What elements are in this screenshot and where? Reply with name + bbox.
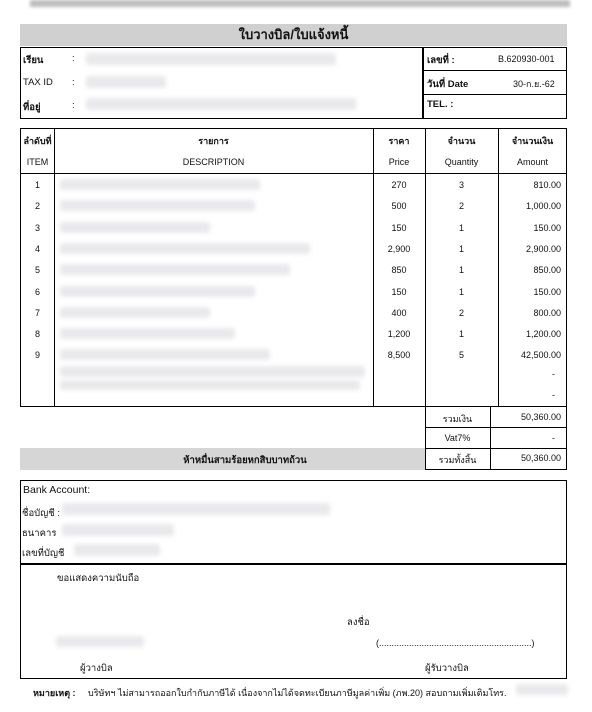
row-price: 270	[391, 180, 407, 190]
row-description-redacted	[60, 222, 210, 233]
customer-address-label: ที่อยู่	[23, 102, 41, 113]
row-description-redacted	[60, 179, 260, 190]
vat-label: Vat7%	[444, 433, 471, 443]
header-qty-en: Quantity	[444, 157, 479, 167]
row-item: 1	[34, 180, 40, 190]
subtotal-value: 50,360.00	[520, 412, 561, 422]
row-description-redacted	[60, 243, 310, 254]
row-amount: 2,900.00	[525, 244, 561, 254]
row-price: 400	[391, 308, 407, 318]
biller-name-redacted	[56, 636, 144, 647]
row-item: 8	[34, 329, 40, 339]
account-number-label: เลขที่บัญชี	[22, 548, 65, 559]
bank-account-heading: Bank Account:	[23, 484, 91, 496]
customer-taxid-label: TAX ID	[23, 77, 53, 88]
customer-name-redacted	[86, 53, 336, 65]
bank-name-redacted	[62, 524, 174, 536]
customer-name-label: เรียน	[23, 55, 44, 66]
doc-date-value: 30-ก.ย.-62	[513, 79, 555, 89]
row-note-redacted	[60, 366, 365, 377]
header-qty-th: จำนวน	[447, 136, 476, 146]
row-qty: 2	[458, 201, 464, 211]
row-item: 9	[34, 350, 40, 360]
row-description-redacted	[60, 264, 290, 275]
header-item-th: ลำดับที่	[23, 136, 52, 146]
header-price-en: Price	[388, 157, 410, 167]
row-price: 500	[391, 201, 407, 211]
header-price-th: ราคา	[388, 136, 410, 146]
row-amount: 1,200.00	[525, 329, 561, 339]
header-desc-th: รายการ	[198, 136, 229, 146]
row-qty: 1	[458, 265, 464, 275]
row-item: 5	[34, 265, 40, 275]
empty-amount-dash: -	[552, 390, 555, 400]
customer-taxid-colon: :	[72, 77, 75, 88]
row-amount: 800.00	[533, 308, 561, 318]
row-description-redacted	[60, 200, 255, 211]
header-item-en: ITEM	[26, 157, 49, 167]
row-description-redacted	[60, 286, 255, 297]
account-name-redacted	[62, 503, 330, 515]
row-price: 1,200	[387, 329, 411, 339]
row-qty: 1	[458, 287, 464, 297]
bank-name-label: ธนาคาร	[22, 528, 57, 539]
row-qty: 5	[458, 350, 464, 360]
row-amount: 42,500.00	[520, 350, 561, 360]
row-qty: 1	[458, 329, 464, 339]
row-amount: 150.00	[533, 223, 561, 233]
row-qty: 3	[458, 180, 464, 190]
row-price: 150	[391, 287, 407, 297]
row-amount: 810.00	[533, 180, 561, 190]
row-item: 4	[34, 244, 40, 254]
empty-amount-dash: -	[552, 369, 555, 379]
row-amount: 850.00	[533, 265, 561, 275]
account-name-label: ชื่อบัญชี :	[22, 508, 61, 519]
row-item: 2	[34, 201, 40, 211]
grand-total-label: รวมทั้งสิ้น	[438, 455, 477, 465]
row-price: 8,500	[387, 350, 411, 360]
row-note-redacted-2	[60, 380, 360, 390]
row-description-redacted	[60, 307, 210, 318]
row-item: 7	[34, 308, 40, 318]
row-qty: 2	[458, 308, 464, 318]
header-amount-th: จำนวนเงิน	[511, 136, 554, 146]
row-amount: 1,000.00	[525, 201, 561, 211]
subtotal-label: รวมเงิน	[442, 414, 473, 424]
row-amount: 150.00	[533, 287, 561, 297]
remark-label: หมายเหตุ :	[33, 688, 76, 698]
customer-address-redacted	[86, 98, 356, 110]
row-qty: 1	[458, 223, 464, 233]
header-amount-en: Amount	[516, 157, 549, 167]
regards-text: ขอแสดงความนับถือ	[57, 573, 140, 584]
remark-text: บริษัทฯ ไม่สามารถออกใบกำกับภาษีได้ เนื่องจากไม่ได้จดทะเบียนภาษีมูลค่าเพิ่ม (ภพ.20) สอบถามเพิ่มเติมโทร.	[88, 688, 507, 698]
blurred-company-header	[30, 0, 570, 7]
row-price: 2,900	[387, 244, 411, 254]
customer-taxid-redacted	[86, 76, 166, 88]
customer-name-colon: :	[72, 53, 75, 64]
row-description-redacted	[60, 349, 270, 360]
doc-number-value: B.620930-001	[498, 54, 555, 64]
doc-date-label: วันที่ Date	[427, 79, 469, 90]
row-description-redacted	[60, 328, 235, 339]
signature-label: ลงชื่อ	[347, 617, 370, 628]
vat-value: -	[552, 433, 555, 443]
grand-total-value: 50,360.00	[520, 453, 561, 463]
header-desc-en: DESCRIPTION	[182, 157, 245, 167]
amount-in-words: ห้าหมื่นสามร้อยหกสิบบาทถ้วน	[183, 455, 307, 466]
doc-number-label: เลขที่ :	[427, 55, 455, 66]
row-price: 850	[391, 265, 407, 275]
account-number-redacted	[74, 544, 160, 556]
row-item: 6	[34, 287, 40, 297]
row-item: 3	[34, 223, 40, 233]
row-qty: 1	[458, 244, 464, 254]
customer-address-colon: :	[72, 100, 75, 111]
biller-label: ผู้วางบิล	[80, 663, 113, 674]
doc-tel-label: TEL. :	[427, 99, 454, 110]
row-price: 150	[391, 223, 407, 233]
document-title: ใบวางบิล/ใบแจ้งหนี้	[20, 24, 567, 46]
remark-phone-redacted	[516, 684, 568, 695]
signature-line: (.............................................................)	[376, 638, 535, 648]
receiver-label: ผู้รับวางบิล	[425, 663, 469, 674]
